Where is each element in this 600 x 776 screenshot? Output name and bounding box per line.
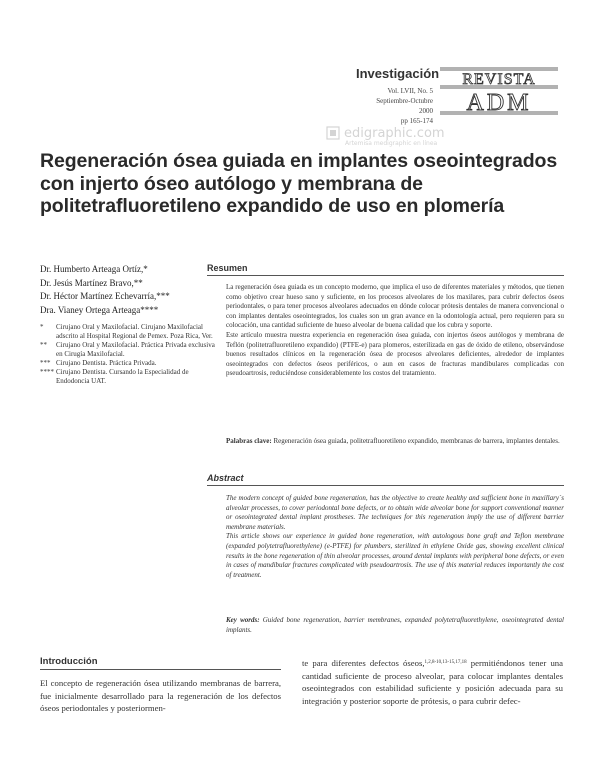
keywords-label: Key words: [226, 616, 260, 624]
volume-number: Vol. LVII, No. 5 [387, 87, 433, 95]
journal-info [361, 86, 433, 126]
resumen-body [226, 283, 564, 379]
page-range: pp 165-174 [400, 117, 433, 125]
author: Dr. Humberto Arteaga Ortíz,* [40, 264, 148, 274]
keywords-label: Palabras clave: [226, 437, 272, 445]
logo-top-text: REVISTA [462, 71, 536, 88]
intro-heading: Introducción [40, 656, 98, 667]
affiliation-mark: **** [40, 368, 54, 376]
abstract-heading: Abstract [207, 473, 244, 483]
watermark-subtext: Artemisa medigraphic en línea [345, 140, 438, 147]
author: Dr. Héctor Martínez Echevarría,*** [40, 291, 170, 301]
revista-adm-logo [440, 62, 558, 118]
logo-bottom-text: ADM [466, 90, 532, 116]
affiliation-text: Cirujano Dentista. Práctica Privada. [56, 359, 157, 367]
watermark-text: edigraphic.com [344, 126, 445, 141]
resumen-heading: Resumen [207, 263, 248, 273]
affiliation [40, 359, 215, 368]
resumen-paragraph: La regeneración ósea guiada es un concepto moderno, que implica el uso de diferentes materiales y métodos, que tienen como objetivo crear hueso sano y suficiente, en los procesos alveolares de los maxilares, para cubrir defectos óseos periodontales, o para tener procesos alveolares adecuados en dónde colocar prótesis dentales de manera convencional o con implantes dentales oseointegrados, los cuales son un gran avance en la odontología actual, pero requieren para su colocación, una cantidad suficiente de hueso alveolar de buena calidad que los cubra y soporte. [226, 283, 564, 330]
affiliation-text: Cirujano Oral y Maxilofacial. Cirujano Maxilofacial adscrito al Hospital Regional de Pemex. Poza Rica, Ver. [56, 323, 213, 340]
keywords-es [226, 437, 564, 447]
abstract-paragraph: This article shows our experience in guided bone regeneration, with autologous bone graft and Teflon membrane (expanded polytetrafluorethylene) (e-PTFE) for plumbers, sterilized in ethylene Oxide gas, showing excellent clinical results in the bone regeneration of thin alveolar processes, around dental implants with peripheral bone defects, or even in cases of mandibular fractures complicated with pseudoartrosis. The use of this material reduces importantly the cost of treatment. [226, 532, 564, 579]
author: Dra. Vianey Ortega Arteaga**** [40, 304, 159, 315]
article-title: Regeneración ósea guiada en implantes oseointegrados con injerto óseo autólogo y membrana de politetrafluoretileno expandido de uso en plomería [40, 150, 558, 217]
watermark-logo-icon [326, 126, 340, 140]
abstract-rule [207, 485, 564, 486]
affiliation-mark: ** [40, 341, 47, 349]
abstract-paragraph: The modern concept of guided bone regeneration, has the objective to create healthy and sufficient bone in maxillary´s alveolar processes, to cover periodontal bone defects, or to obtain wide alveolar bone for support conventional manner or oseointegrated dental implant prostheses. The techniques for this regeneration imply the use of different barrier membrane materials. [226, 494, 564, 531]
intro-text: permitiéndonos tener una cantidad suficiente de proceso alveolar, para colocar implantes dentales oseointegrados con estabilidad suficiente y posición adecuada para su integración y posterior soporte de prótesis, o para cubrir defec- [302, 658, 564, 706]
intro-left-column: El concepto de regeneración ósea utilizando membranas de barrera, fue inicialmente desarrollado para la regeneración de los defectos óseos periodontales y posteriormen- [40, 678, 281, 714]
affiliation-text: Cirujano Dentista. Cursando la Especialidad de Endodoncia UAT. [56, 368, 189, 385]
resumen-rule [207, 275, 564, 276]
watermark [326, 126, 445, 147]
affiliation [40, 341, 215, 359]
resumen-paragraph: Este artículo muestra nuestra experiencia en regeneración ósea guiada, con injertos óseos autólogos y membrana de Teflón (politetrafluoretileno expandido) (PTFE-e) para plomeros, esterilizada en gas de óxido de etileno, observándose buenos resultados clínicos en la regeneración ósea de procesos alveolares deficientes, alrededor de implantes oseointegrados con defectos óseos periféricos, o aun en casos de fracturas mandibulares complicadas con pseudoartrosis, reduciéndose considerablemente los costos del tratamiento. [226, 330, 564, 378]
intro-rule [40, 669, 281, 670]
affiliation-mark: *** [40, 359, 51, 367]
keywords-text: Guided bone regeneration, barrier membranes, expanded polytetrafluorethylene, oseointegrated dental implants. [226, 616, 564, 634]
affiliation [40, 368, 215, 386]
reference-superscript: 1,2,8-10,13-15,17,18 [424, 660, 467, 665]
affiliation-list [40, 323, 215, 386]
affiliation-mark: * [40, 323, 44, 331]
issue-date: Septiembre-Octubre 2000 [376, 97, 433, 115]
keywords-en [226, 616, 564, 635]
section-name: Investigación [356, 66, 440, 81]
affiliation [40, 323, 215, 341]
intro-text: te para diferentes defectos óseos, [302, 658, 425, 668]
author: Dr. Jesús Martínez Bravo,** [40, 277, 143, 288]
intro-right-column [302, 657, 563, 707]
author-list [40, 263, 210, 317]
keywords-text: Regeneración ósea guiada, politetrafluoretileno expandido, membranas de barrera, implantes dentales. [273, 437, 560, 445]
abstract-body [226, 494, 564, 580]
affiliation-text: Cirujano Oral y Maxilofacial. Práctica Privada exclusiva en Cirugía Maxilofacial. [56, 341, 215, 358]
